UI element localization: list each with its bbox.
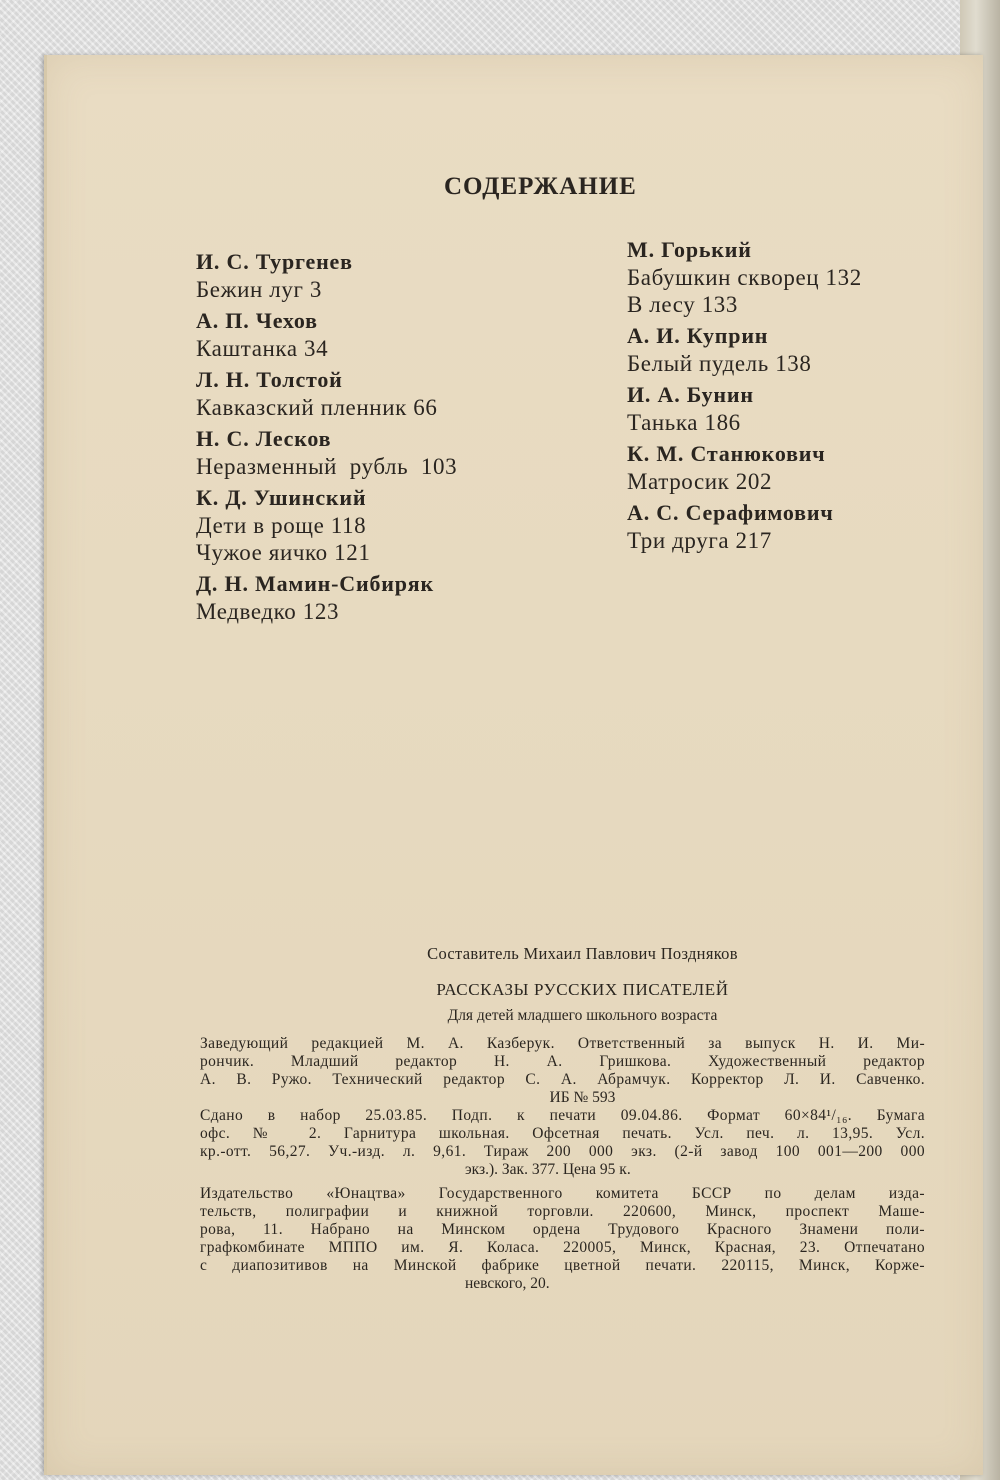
toc-work: Бабушкин скворец 132	[627, 265, 862, 290]
toc-left-column	[196, 248, 457, 625]
toc-author: И. А. Бунин	[627, 382, 754, 407]
imprint-block	[200, 945, 925, 1293]
toc-work: Медведко 123	[196, 599, 340, 624]
imprint-line: с диапозитивов на Минской фабрике цветной печати. 220115, Минск, Корже-	[200, 1257, 925, 1274]
imprint-line: невского, 20.	[465, 1275, 550, 1292]
imprint-line: экз.). Зак. 377. Цена 95 к.	[465, 1161, 631, 1178]
imprint-line: кр.-отт. 56,27. Уч.-изд. л. 9,61. Тираж 200 000 экз. (2-й завод 100 001—200 000	[200, 1143, 925, 1160]
imprint-line: рова, 11. Набрано на Минском ордена Трудового Красного Знамени поли-	[200, 1221, 925, 1238]
imprint-line: рончик. Младший редактор Н. А. Гришкова. Художественный редактор	[200, 1053, 925, 1070]
toc-work: Танька 186	[627, 410, 741, 435]
imprint-line: тельств, полиграфии и книжной торговли. 220600, Минск, проспект Маше-	[200, 1203, 925, 1220]
imprint-line: Сдано в набор 25.03.85. Подп. к печати 09.04.86. Формат 60×84¹/₁₆. Бумага	[200, 1107, 925, 1124]
toc-right-column	[627, 236, 862, 554]
toc-title: СОДЕРЖАНИЕ	[444, 173, 637, 200]
imprint-ib-number: ИБ № 593	[549, 1089, 616, 1106]
toc-work: Чужое яичко 121	[196, 540, 371, 565]
toc-work: Неразменный рубль 103	[196, 454, 458, 479]
toc-work: Бежин луг 3	[196, 277, 322, 302]
toc-author: Д. Н. Мамин-Сибиряк	[196, 571, 434, 596]
toc-author: А. П. Чехов	[196, 308, 318, 333]
toc-work: Матросик 202	[627, 469, 773, 494]
imprint-print-details	[200, 1107, 925, 1179]
toc-work: Белый пудель 138	[627, 351, 812, 376]
toc-author: А. И. Куприн	[627, 323, 769, 348]
imprint-line: графкомбинате МППО им. Я. Коласа. 220005, Минск, Красная, 23. Отпечатано	[200, 1239, 925, 1256]
toc-author: К. М. Станюкович	[627, 441, 826, 466]
imprint-compiler: Составитель Михаил Павлович Поздняков	[427, 944, 738, 963]
toc-author: Н. С. Лесков	[196, 426, 332, 451]
toc-author: Л. Н. Толстой	[196, 367, 343, 392]
toc-author: А. С. Серафимович	[627, 500, 834, 525]
imprint-line: Издательство «Юнацтва» Государственного комитета БССР по делам изда-	[200, 1185, 925, 1202]
toc-work: В лесу 133	[627, 292, 739, 317]
toc-work: Дети в роще 118	[196, 513, 367, 538]
toc-work: Три друга 217	[627, 528, 772, 553]
toc-author: К. Д. Ушинский	[196, 485, 367, 510]
imprint-audience: Для детей младшего школьного возраста	[447, 1007, 718, 1024]
imprint-line: А. В. Ружо. Технический редактор С. А. Абрамчук. Корректор Л. И. Савченко.	[200, 1071, 925, 1088]
toc-author: И. С. Тургенев	[196, 249, 353, 274]
toc-work: Кавказский пленник 66	[196, 395, 438, 420]
toc-work: Каштанка 34	[196, 336, 329, 361]
imprint-line: Заведующий редакцией М. А. Казберук. Ответственный за выпуск Н. И. Ми-	[200, 1035, 925, 1052]
imprint-book-title: РАССКАЗЫ РУССКИХ ПИСАТЕЛЕЙ	[436, 980, 729, 999]
imprint-line: офс. № 2. Гарнитура школьная. Офсетная печать. Усл. печ. л. 13,95. Усл.	[200, 1125, 925, 1142]
toc-author: М. Горький	[627, 237, 752, 262]
imprint-staff	[200, 1035, 925, 1107]
imprint-publisher	[200, 1185, 925, 1293]
